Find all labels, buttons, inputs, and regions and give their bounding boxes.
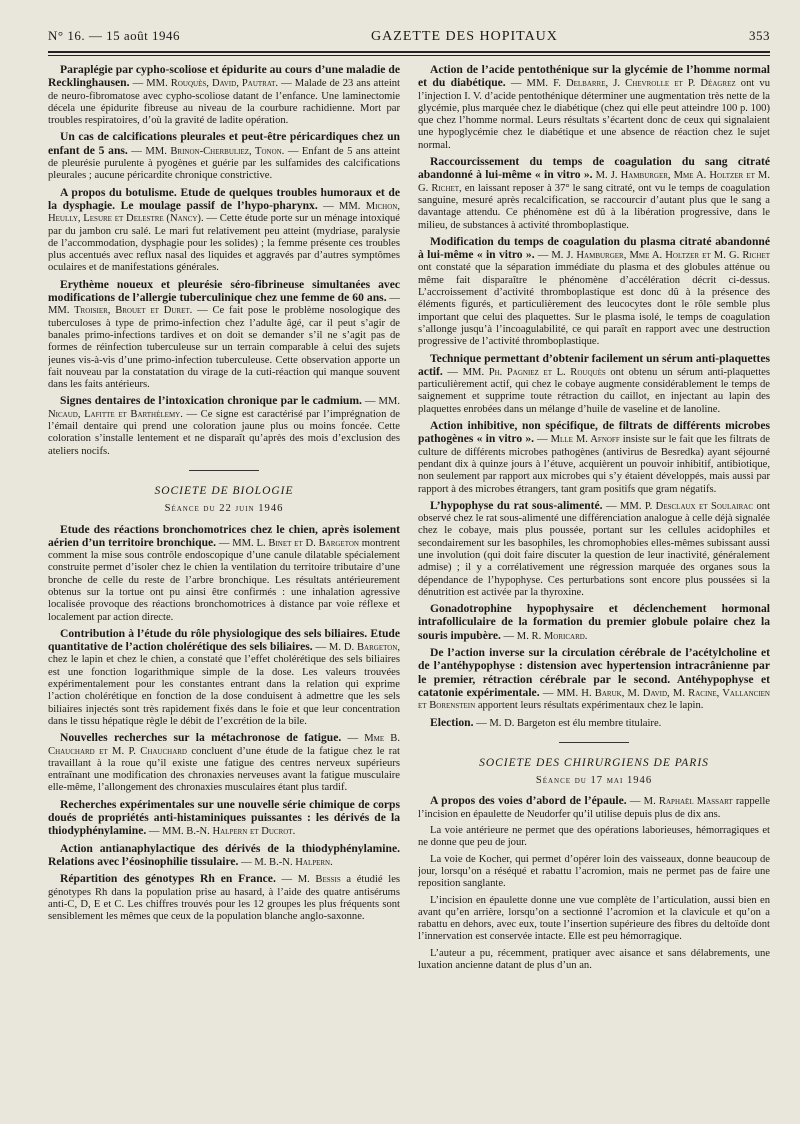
section-divider: [189, 470, 259, 471]
article-body: insiste sur le fait que les filtrats de culture de différents microbes pathogènes (antivirus de Besredka) ayant séjourné pendant dix à quinze jours à l’étuve, acquièrent un pouvoir inhibitif, antibiotique, non seulement par rapport aux microbes qui s’y étaient développés, mais aussi par rapport à des microbes étrangers, tant gram positifs que gram négatifs.: [418, 434, 770, 495]
article: [48, 843, 400, 870]
article-title: Etude des réactions bronchomotrices chez le chien, après isolement aérien d’un territoire bronchique.: [48, 522, 400, 549]
article-body: chez le lapin et chez le chien, a constaté que l’effet cholérétique des sels biliaires est une fonction logarithmique simple de la dose. Les valeurs trouvées expérimentalement pour les constantes entrant dans la relation qui exprime l’action cholérétique en fonction de la dose conduisent à admettre que les sels biliaires injectés sont très rapidement fixés dans le foie et que leur concentration dans le tissu hépatique règle le débit de l’excrétion de la bile.: [48, 654, 400, 727]
paragraph: La voie de Kocher, qui permet d’opérer loin des vaisseaux, donne beaucoup de jour, lorsqu’on a réséqué et rabattu l’acromion, mais ne permet pas de faire une reposition sanglante.: [418, 853, 770, 890]
article: [418, 420, 770, 496]
article-title: Un cas de calcifications pleurales et peut-être péricardiques chez un enfant de 5 ans.: [48, 130, 400, 157]
article-title: Erythème noueux et pleurésie séro-fibrineuse simultanées avec modifications de l’allergie tuberculinique chez une femme de 60 ans.: [48, 277, 400, 305]
left-column: [48, 64, 400, 1124]
article-title: Action de l’acide pentothénique sur la glycémie de l’homme normal et du diabétique.: [418, 64, 770, 90]
article: [48, 64, 400, 127]
article-title: A propos des voies d’abord de l’épaule.: [430, 794, 627, 808]
article-authors: — M. Bessis: [281, 874, 341, 886]
article-title: Répartition des génotypes Rh en France.: [60, 872, 276, 886]
article: [418, 236, 770, 349]
article-title: De l’action inverse sur la circulation cérébrale de l’acétylcholine et de l’antéhypophyse : distension avec hypertension intracrânienne par le premier, rétraction cérébrale par le second. Antéhypophyse et catatonie expérimentale.: [418, 646, 770, 699]
article-authors: — MM. L. Binet et D. Bargeton: [218, 537, 359, 549]
article-body: rappelle l’incision en épaulette de Neudorfer qu’il utilise depuis plus de dix ans.: [418, 796, 770, 820]
article-body: — Cette étude porte sur un ménage intoxiqué par du jambon cru salé. Le mari fut relativement peu atteint (mydriase, paralysie de l’accommodation, dysphagie pour les solides) ; la femme présente ces troubles plus accentués avec reflux nasal des liquides et aggravés par d’autres symptômes oculaires et de manifestations générales.: [48, 213, 400, 274]
article-authors: — M. J. Hamburger, Mme A. Holtzer et M. G. Richet: [537, 250, 770, 262]
article-body: apportent leurs résultats expérimentaux chez le lapin.: [477, 700, 704, 712]
article-title: A propos du botulisme. Etude de quelques troubles humoraux et de la dysphagie. Le moulage passif de l’hypo-pharynx.: [48, 185, 400, 212]
journal-title: GAZETTE DES HOPITAUX: [371, 29, 558, 44]
article-title: L’hypophyse du rat sous-alimenté.: [430, 498, 603, 512]
article-body: — Ce fait pose le problème nosologique des tuberculoses à type de primo-infection chez l’adulte âgé, car il peut s’agir de banales primo-infections tardives et on doit se demander s’il ne s’agit pas de formes de réinfection tuberculeuse sur un terrain comparable à celui des sujets jeunes vis-à-vis d’une primo-infection tuberculeuse. Cette observation apporte un fait nouveau par la constatation du virage de la cuti-réaction qui manque souvent dans les faits antérieurs.: [48, 305, 400, 391]
article-authors: — MM. Brinon-Cherbuliez, Tonon.: [131, 145, 285, 157]
article-authors: — MM. B.-N. Halpern et Ducrot.: [148, 826, 296, 838]
article: [418, 500, 770, 599]
article: [418, 156, 770, 232]
article: [48, 524, 400, 624]
article: [418, 795, 770, 821]
article-body: concluent d’une étude de la fatigue chez le rat travaillant à la roue qu’il existe une fatigue des centres nerveux supérieurs entraînant une modification des chronaxies nerveuses avant la fatigue musculaire elle-même, l’allongement des chronaxies musculaires étant plus tardif.: [48, 745, 400, 794]
article-authors: — MM. Michon, Heully, Lesure et Delestre (Nancy).: [48, 200, 400, 225]
issue-line: N° 16. — 15 août 1946: [48, 28, 180, 43]
article-authors: — M. B.-N. Halpern.: [241, 856, 333, 868]
article-title: Modification du temps de coagulation du plasma citraté abandonné à lui-même « in vitro ».: [418, 234, 770, 262]
article: [48, 131, 400, 182]
header-rule: [48, 51, 770, 53]
session-date: Séance du 22 juin 1946: [164, 503, 284, 515]
paragraph: L’auteur a pu, récemment, pratiquer avec aisance et sans délabrements, une luxation ancienne datant de plus d’un an.: [418, 947, 770, 971]
section-divider: [559, 742, 629, 743]
article-body: — Ce signe est caractérisé par l’imprégnation de l’émail dentaire qui prend une coloration jaune plus ou moins foncée. Cette coloration s’installe lentement et ne disparaît qu’après des mois d’exclusion des ateliers nocifs.: [48, 408, 400, 457]
section-heading: SOCIETE DES CHIRURGIENS DE PARIS: [479, 756, 709, 769]
article-authors: — M. Raphaël Massart: [629, 796, 733, 808]
article-title: Election.: [430, 715, 474, 729]
article-authors: — MM. Troisier, Brouet et Duret.: [48, 293, 400, 317]
article-authors: — MM. Ph. Pagniez et L. Rouquès: [447, 366, 606, 378]
article-title: Signes dentaires de l’intoxication chronique par le cadmium.: [60, 394, 362, 408]
article-title: Gonadotrophine hypophysaire et déclenchement hormonal intrafolliculaire de la formation du premier globule polaire chez la souris impubère.: [418, 602, 770, 642]
article-authors: — MM. P. Desclaux et Soulairac: [606, 500, 754, 512]
article-body: — Malade de 23 ans atteint de neuro-fibromatose avec cypho-scoliose datant de l’enfance. Une laminectomie décela une épidurite fibreuse au niveau de la courbure rachidienne. Mort par troubles respiratoires, d’où la gravité de ladite opération.: [48, 78, 400, 127]
session-date: Séance du 17 mai 1946: [535, 775, 653, 787]
article-body: ont vu l’injection I. V. d’acide pentothénique déterminer une augmentation très nette de la glycémie, plus marquée chez le diabétique (chez qui elle peut atteindre 100 p. 100) que chez l’homme normal. Leurs résultats s’écartent donc de ceux qui signalaient une hypoglycémie chez le diabétique et une absence de réaction chez le sujet normal.: [418, 78, 770, 151]
page-header: [48, 28, 770, 45]
article-authors: — MM. Rouquès, David, Pautrat.: [132, 78, 279, 90]
section-heading: SOCIETE DE BIOLOGIE: [154, 484, 294, 497]
article: [418, 64, 770, 152]
article: [48, 799, 400, 839]
article-authors: — MM. F. Delbarre, J. Chevrolle et P. Déagrez: [510, 78, 736, 90]
paragraph: La voie antérieure ne permet que des opérations laborieuses, hémorragiques et ne donne que peu de jour.: [418, 825, 770, 849]
article-body: a étudié les génotypes Rh dans la population prise au hasard, à l’aide des quatre antisérums anti-C, D, E et C. Les chiffres trouvés pour les 12 groupes les plus fréquents sont sensiblement les mêmes que ceux de la population blanche anglo-saxonne.: [48, 874, 400, 923]
paragraph: L’incision en épaulette donne une vue complète de l’articulation, aussi bien en avant qu’en arrière, lorsqu’on a sectionné l’acromion et la clavicule et qu’on a rabattu en dehors, avec eux, toute l’insertion supérieure des fibres du deltoïde dont l’innervation est conservée intacte. Elle est peu hémorragique.: [418, 894, 770, 943]
article-title: Action antianaphylactique des dérivés de la thiodyphénylamine. Relations avec l’éosinophilie tissulaire.: [48, 841, 400, 868]
article-authors: — MM. Nicaud, Lafitte et Barthélemy.: [48, 396, 400, 420]
article-title: Paraplégie par cypho-scoliose et épidurite au cours d’une maladie de Recklinghausen.: [48, 64, 400, 90]
article-body: ont obtenu un sérum anti-plaquettes particulièrement actif, qui chez le cobaye augmente considérablement le temps de saignement et supprime toute rétraction du caillot, en injectant au lapin des plaquettes enrobées dans un mélange d’huile de vaseline et de lanoline.: [418, 366, 770, 415]
article-title: Action inhibitive, non spécifique, de filtrats de différents microbes pathogènes « in vitro ».: [418, 419, 770, 446]
article-body: en laissant reposer à 37° le sang citraté, ont vu le temps de coagulation sanguine, mesuré après recalcification, se raccourcir d’autant plus que le sang a davantage attendu. Ce phénomène est dû à la libération progressive, dans le milieu, de substances à activité thromboplastique.: [418, 182, 770, 231]
article: [48, 732, 400, 794]
article-title: Contribution à l’étude du rôle physiologique des sels biliaires. Etude quantitative de l’action cholérétique des sels biliaires.: [48, 626, 400, 654]
article: [48, 873, 400, 923]
columns: [48, 64, 770, 1124]
article-title: Raccourcissement du temps de coagulation du sang citraté abandonné à lui-même « in vitro ».: [418, 155, 770, 182]
article: [418, 603, 770, 643]
article: [418, 647, 770, 712]
article: [48, 395, 400, 457]
article-authors: — MM. H. Baruk, M. David, M. Racine, Vallancien et Borenstein: [418, 687, 770, 712]
article-title: Nouvelles recherches sur la métachronose de fatigue.: [60, 731, 342, 745]
right-column: [418, 64, 770, 1124]
article-body: ont observé chez le rat sous-alimenté une différenciation analogue à celle déjà signalée chez le cobaye, mais plus poussée, portant sur les cellules acidophiles et secondairement sur les basophiles, les chromophobies elles-mêmes subissant aussi une involution (qui doit faire discuter la question de leur inactivité, généralement admise) ; il y a corrélativement une régression marquée des organes sous la dépendance de l’hypophyse. Ces perturbations sont encore plus poussées si la dénutrition est activée par la thyroxine.: [418, 500, 770, 598]
article-body: — Enfant de 5 ans atteint de pleurésie purulente à pyogènes et guérie par les sulfamides des calcifications pleurales ; aucune péricardite chronique constrictive.: [48, 145, 400, 182]
header-rule-thin: [48, 55, 770, 56]
article-authors: — Mlle M. Afnoff: [537, 434, 620, 446]
article: [48, 279, 400, 392]
article-body: — M. D. Bargeton est élu membre titulaire.: [476, 717, 662, 729]
article-authors: — Mme B. Chauchard et M. P. Chauchard: [48, 733, 400, 757]
article-title: Technique permettant d’obtenir facilement un sérum anti-plaquettes actif.: [418, 351, 770, 378]
article: [48, 628, 400, 728]
page-number: 353: [748, 28, 770, 43]
article-title: Recherches expérimentales sur une nouvelle série chimique de corps doués de propriétés anti-histaminiques puissantes : les dérivés de la thiodyphénylamine.: [48, 797, 400, 838]
article: [48, 187, 400, 275]
article-authors: — M. D. Bargeton,: [315, 642, 400, 654]
article-authors: — M. R. Moricard.: [503, 630, 588, 642]
article-body: ont constaté que la séparation immédiate du plasma et des globules atténue ou même fait disparaître le phénomène d’accélération décrit ci-dessus. L’accroissement d’activité thromboplastique est donc dû à la présence des éléments figurés, et particulièrement des leucocytes dont le rôle semble plus important que celui des plaquettes. Sur le plasma isolé, le temps de coagulation s’allonge jusqu’à l’incoagulabilité, ce qui paraît en rapport avec une destruction progressive de l’activité thromboplastique.: [418, 262, 770, 348]
article-body: montrent comment la mise sous contrôle endoscopique d’une canule dilatable spécialement construite permet d’isoler chez le chien la ventilation du territoire tributaire d’une bronche de celle du reste de l’arbre bronchique. Les résultats antérieurement obtenus sur la tortue ont pu ainsi être confirmés : une inhalation agressive localisée provoque des réactions bronchomotrices à distance par voie réflexe et localement par action directe.: [48, 537, 400, 623]
article: [418, 717, 770, 730]
article-authors: M. J. Hamburger, Mme A. Holtzer et M. G. Richet,: [418, 170, 770, 194]
article: [418, 353, 770, 416]
